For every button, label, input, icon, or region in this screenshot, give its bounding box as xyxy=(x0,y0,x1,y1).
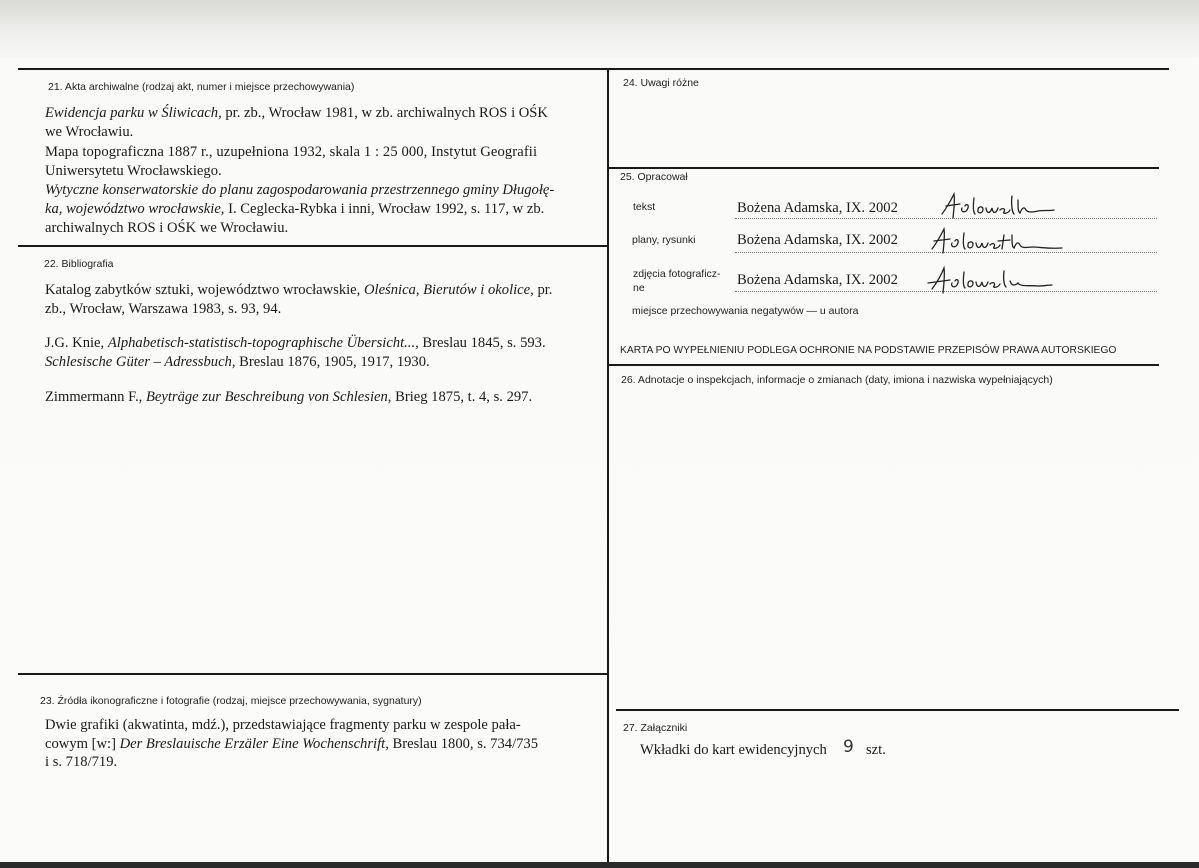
s21-text-6: I. Ceglecka-Rybka i inni, Wrocław 1992, s. 117, w zb. xyxy=(224,201,545,217)
section-23-title: 23. Źródła ikonograficzne i fotografie (rodzaj, miejsce przechowywania, sygnatury) xyxy=(40,695,422,707)
copyright-notice: KARTA PO WYPEŁNIENIU PODLEGA OCHRONIE NA PODSTAWIE PRZEPISÓW PRAWA AUTORSKIEGO xyxy=(620,345,1117,356)
attachments-count: 9 xyxy=(843,737,854,757)
bib-3-rest: Brieg 1875, t. 4, s. 297. xyxy=(391,389,533,405)
bib-1-line-1 xyxy=(45,281,552,300)
bib-3-line-1 xyxy=(45,388,532,407)
section-21-line-3: Mapa topograficzna 1887 r., uzupełniona 1932, skala 1 : 25 000, Instytut Geografii xyxy=(45,144,538,160)
rule-24-25 xyxy=(608,167,1159,169)
author-row-label-photos: zdjęcia fotograficz- xyxy=(633,268,721,280)
section-25-title: 25. Opracował xyxy=(620,171,688,183)
rule-25-26 xyxy=(608,364,1159,366)
section-21-line-5 xyxy=(45,181,554,200)
bib-2-line-1 xyxy=(45,334,546,353)
bib-1-italic: Oleśnica, Bierutów i okolice, xyxy=(363,282,534,298)
bib-2-rest: Breslau 1845, s. 593. xyxy=(418,335,546,351)
section-26-title: 26. Adnotacje o inspekcjach, informacje o zmianach (daty, imiona i nazwiska wypełniających) xyxy=(621,374,1053,386)
section-21-line-1 xyxy=(45,104,548,123)
bib-2-italic: Alphabetisch-statistisch-topographische Übersicht..., xyxy=(107,335,419,351)
section-23-line-3: i s. 718/719. xyxy=(45,754,118,770)
bib-1-line-2: zb., Wrocław, Warszawa 1983, s. 93, 94. xyxy=(45,301,282,317)
scan-top-band xyxy=(0,0,1199,58)
author-row-label-photos-cont: ne xyxy=(633,282,645,294)
s21-italic-6: ka, województwo wrocławskie, xyxy=(45,201,225,217)
signature-plans xyxy=(928,225,1068,257)
s23-text-2: cowym [w:] xyxy=(45,736,120,752)
section-24-title: 24. Uwagi różne xyxy=(623,77,699,89)
top-rule xyxy=(18,68,1169,70)
s23-rest-2: Breslau 1800, s. 734/735 xyxy=(388,736,539,752)
section-22-title: 22. Bibliografia xyxy=(44,258,114,270)
attachments-unit: szt. xyxy=(866,742,886,758)
bib-2-text: J.G. Knie, xyxy=(45,335,108,351)
s23-italic-2: Der Breslauische Erzäler Eine Wochenschrift, xyxy=(119,736,389,752)
rule-22-23 xyxy=(18,673,609,675)
author-row-value-photos: Bożena Adamska, IX. 2002 xyxy=(737,272,898,288)
rule-21-22 xyxy=(18,245,609,247)
author-row-value-plans: Bożena Adamska, IX. 2002 xyxy=(737,232,898,248)
s21-text-1: pr. zb., Wrocław 1981, w zb. archiwalnych ROS i OŚK xyxy=(221,105,548,121)
s21-italic-5: Wytyczne konserwatorskie do planu zagospodarowania przestrzennego gminy Długołę- xyxy=(45,182,555,198)
section-21-line-4: Uniwersytetu Wrocławskiego. xyxy=(45,163,222,179)
signature-photos xyxy=(926,263,1056,297)
author-row-label-text: tekst xyxy=(633,201,656,213)
author-row-label-plans: plany, rysunki xyxy=(632,234,696,246)
bib-3-italic: Beyträge zur Beschreibung von Schlesien, xyxy=(145,389,392,405)
center-divider xyxy=(607,69,609,862)
rule-26-27 xyxy=(616,709,1179,711)
negatives-location: miejsce przechowywania negatywów — u autora xyxy=(632,305,859,317)
s21-italic-1: Ewidencja parku w Śliwicach, xyxy=(45,105,222,121)
attachments-text: Wkładki do kart ewidencyjnych xyxy=(640,742,827,758)
bib-1-text: Katalog zabytków sztuki, województwo wrocławskie, xyxy=(45,282,364,298)
section-21-line-2: we Wrocławiu. xyxy=(45,124,134,140)
bib-2b-rest: Breslau 1876, 1905, 1917, 1930. xyxy=(235,354,430,370)
author-row-value-text: Bożena Adamska, IX. 2002 xyxy=(737,200,898,216)
section-23-line-1: Dwie grafiki (akwatinta, mdź.), przedstawiające fragmenty parku w zespole pała- xyxy=(45,717,521,733)
section-27-title: 27. Załączniki xyxy=(623,722,688,734)
section-21-line-7: archiwalnych ROS i OŚK we Wrocławiu. xyxy=(45,220,289,236)
bib-2b-italic: Schlesische Güter – Adressbuch, xyxy=(45,354,236,370)
bib-3-text: Zimmermann F., xyxy=(45,389,146,405)
bib-1-rest: pr. xyxy=(533,282,553,298)
section-21-line-6 xyxy=(45,200,544,219)
bib-2-line-2 xyxy=(45,353,430,372)
section-23-line-2 xyxy=(45,735,538,754)
signature-text xyxy=(938,190,1058,222)
section-21-title: 21. Akta archiwalne (rodzaj akt, numer i miejsce przechowywania) xyxy=(48,81,355,93)
